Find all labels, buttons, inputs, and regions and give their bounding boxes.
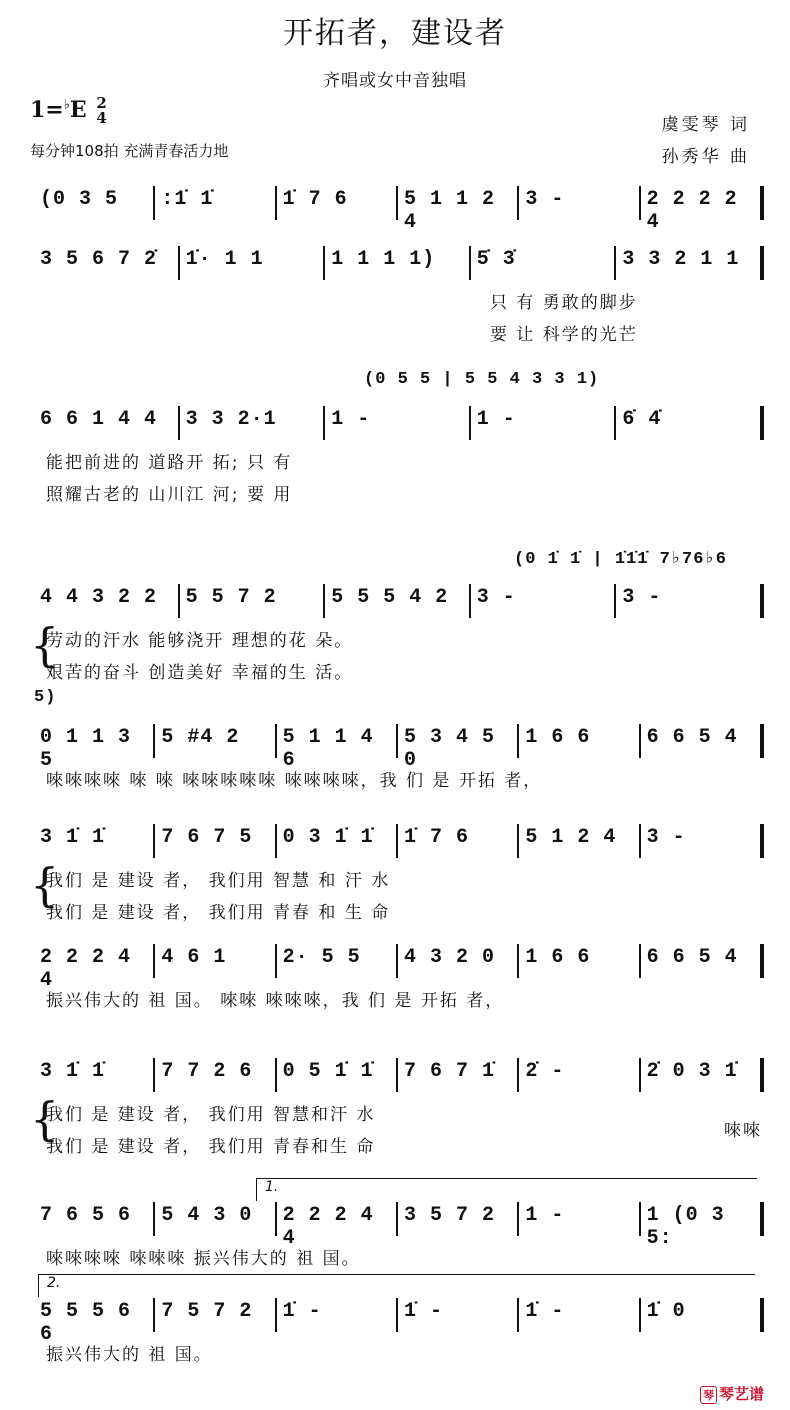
composer-credit: 孙秀华 曲 <box>661 147 750 167</box>
lyric-verse-2: 我们 是 建设 者， 我们用 青春 和 生 命 <box>46 903 391 923</box>
measure-notes: 7 6 7 1̇ <box>404 1060 496 1083</box>
volta-bracket <box>38 1274 755 1297</box>
measure-notes: 3 5 6 7 2̇ <box>40 248 158 271</box>
lyric-verse-1: 只 有 勇敢的脚步 <box>490 293 638 313</box>
bar-line <box>275 824 277 858</box>
measure-notes: 2· 5 5 <box>282 946 361 969</box>
measure-notes: 5 5 7 2 <box>185 586 277 609</box>
bar-line <box>275 724 277 758</box>
bar-line <box>517 1058 519 1092</box>
measure-notes: (0 3 5 <box>40 188 119 211</box>
measure-notes: 1̇ 0 <box>646 1300 686 1323</box>
lyric-verse-1: 劳动的汗水 能够浇开 理想的花 朵。 <box>46 631 354 651</box>
bar-line <box>517 724 519 758</box>
measure-notes: 6 6 1 4 4 <box>40 408 158 431</box>
measure-notes: 0 3 1̇ 1̇ <box>282 826 374 849</box>
measure-notes: 1 - <box>525 1204 565 1227</box>
measure-notes: 5 5 5 6 6 <box>40 1300 132 1346</box>
pickup-notation: 5) <box>34 688 57 707</box>
measure-notes: 1̇· 1 1 <box>185 248 264 271</box>
bar-line <box>153 1058 155 1092</box>
measure-notes: 2̇ - <box>525 1060 565 1083</box>
bar-line <box>517 824 519 858</box>
volta-number: 1. <box>265 1179 279 1195</box>
bar-line <box>517 1298 519 1332</box>
bar-line <box>396 824 398 858</box>
measure-notes: 7 7 2 6 <box>161 1060 253 1083</box>
measure-notes: 3 - <box>622 586 662 609</box>
notation-system <box>34 688 762 791</box>
notation-system <box>30 818 762 923</box>
measure-notes: 1̇ 7 6 <box>282 188 348 211</box>
bar-line <box>614 246 616 280</box>
lyric-verse-1: 唻唻唻唻 唻 唻 唻唻唻唻唻 唻唻唻唻，我 们 是 开拓 者， <box>46 771 543 791</box>
bar-line <box>178 406 180 440</box>
verse-brace: { <box>30 1092 60 1146</box>
notation-system <box>34 370 762 505</box>
lyric-verse-2: 要 让 科学的光芒 <box>490 325 638 345</box>
measure-notes: 1 1 1 1) <box>331 248 436 271</box>
measure-notes: 3 3 2 1 1 <box>622 248 740 271</box>
measure-notes: 7 6 5 6 <box>40 1204 132 1227</box>
bar-line <box>760 406 764 440</box>
measure-notes: 4 4 3 2 2 <box>40 586 158 609</box>
key-signature: 1=♭E 2 4 <box>30 94 107 127</box>
bar-line <box>153 724 155 758</box>
measure-notes: 3 5 7 2 <box>404 1204 496 1227</box>
measure-notes: 2̇ 0 3 1̇ <box>646 1060 738 1083</box>
bar-line <box>396 1298 398 1332</box>
measure-notes: 6̇ 4̇ <box>622 408 662 431</box>
notation-system <box>34 1179 762 1269</box>
page-title: 开拓者，建设者 <box>283 16 507 51</box>
tempo-marking: 每分钟108拍 充满青春活力地 <box>30 142 229 160</box>
bar-line <box>639 1058 641 1092</box>
measure-notes: 3 - <box>646 826 686 849</box>
notation-system <box>34 1275 762 1365</box>
measure-notes: 0 1 1 3 5 <box>40 726 132 772</box>
lyric-verse-1: 能把前进的 道路开 拓; 只 有 <box>46 453 293 473</box>
measure-notes: 2 2 2 4 4 <box>40 946 132 992</box>
pickup-notation: (0 5 5 | 5 5 4 3 3 1) <box>364 370 600 389</box>
lyric-verse-2: 艰苦的奋斗 创造美好 幸福的生 活。 <box>46 663 354 683</box>
measure-notes: 1̇ - <box>525 1300 565 1323</box>
bar-line <box>614 584 616 618</box>
bar-line <box>760 1058 764 1092</box>
bar-line <box>275 944 277 978</box>
volta-bracket <box>256 1178 757 1201</box>
lyricist-credit: 虞雯琴 词 <box>661 115 750 135</box>
bar-line <box>469 406 471 440</box>
bar-line <box>639 186 641 220</box>
verse-brace: { <box>30 618 60 672</box>
bar-line <box>153 944 155 978</box>
measure-notes: 5 4 3 0 <box>161 1204 253 1227</box>
bar-line <box>469 246 471 280</box>
bar-line <box>760 944 764 978</box>
measure-notes: 5 1 1 2 4 <box>404 188 496 234</box>
side-lyric: 唻唻 <box>724 1121 762 1141</box>
bar-line <box>396 186 398 220</box>
bar-line <box>760 724 764 758</box>
measure-notes: 1 - <box>331 408 371 431</box>
notation-system <box>34 180 762 234</box>
notation-system <box>30 550 762 683</box>
measure-notes: 4 6 1 <box>161 946 227 969</box>
measure-notes: 2 2 2 4 4 <box>282 1204 374 1250</box>
bar-line <box>760 186 764 220</box>
bar-line <box>469 584 471 618</box>
bar-line <box>153 1298 155 1332</box>
bar-line <box>760 824 764 858</box>
bar-line <box>760 246 764 280</box>
measure-notes: 0 5 1̇ 1̇ <box>282 1060 374 1083</box>
bar-line <box>153 1202 155 1236</box>
bar-line <box>396 1058 398 1092</box>
subtitle: 齐唱或女中音独唱 <box>323 71 467 91</box>
measure-notes: 5 1 1 4 6 <box>282 726 374 772</box>
measure-notes: 1 - <box>476 408 516 431</box>
bar-line <box>323 584 325 618</box>
bar-line <box>517 944 519 978</box>
measure-notes: 7 6 7 5 <box>161 826 253 849</box>
notation-system <box>34 938 762 1011</box>
bar-line <box>639 724 641 758</box>
measure-notes: 3 3 2·1 <box>185 408 277 431</box>
lyric-verse-2: 我们 是 建设 者， 我们用 青春和生 命 <box>46 1137 376 1157</box>
bar-line <box>396 1202 398 1236</box>
bar-line <box>639 1298 641 1332</box>
lyric-verse-1: 我们 是 建设 者， 我们用 智慧和汗 水 <box>46 1105 376 1125</box>
measure-notes: 1̇ 7 6 <box>404 826 470 849</box>
bar-line <box>760 584 764 618</box>
bar-line <box>275 1298 277 1332</box>
measure-notes: 1 6 6 <box>525 946 591 969</box>
bar-line <box>760 1298 764 1332</box>
notation-system <box>34 240 762 345</box>
measure-notes: :1̇ 1̇ <box>161 188 214 211</box>
bar-line <box>275 1058 277 1092</box>
time-signature: 2 4 <box>96 94 107 127</box>
bar-line <box>323 406 325 440</box>
verse-brace: { <box>30 858 60 912</box>
bar-line <box>275 186 277 220</box>
lyric-verse-1: 振兴伟大的 祖 国。 唻唻 唻唻唻，我 们 是 开拓 者， <box>46 991 505 1011</box>
measure-notes: 5 1 2 4 <box>525 826 617 849</box>
measure-notes: 3 - <box>476 586 516 609</box>
bar-line <box>178 246 180 280</box>
notation-system <box>30 1052 762 1157</box>
measure-notes: 5 5 5 4 2 <box>331 586 449 609</box>
bar-line <box>396 944 398 978</box>
bar-line <box>153 186 155 220</box>
bar-line <box>396 724 398 758</box>
measure-notes: 3 1̇ 1̇ <box>40 1060 106 1083</box>
bar-line <box>639 824 641 858</box>
pickup-notation: (0 1̇ 1̇ | 1̇1̇1̇ 7♭76♭6 <box>514 550 727 569</box>
bar-line <box>323 246 325 280</box>
measure-notes: 1 (0 3 5: <box>646 1204 725 1250</box>
measure-notes: 3 1̇ 1̇ <box>40 826 106 849</box>
bar-line <box>760 1202 764 1236</box>
bar-line <box>517 1202 519 1236</box>
lyric-verse-2: 照耀古老的 山川江 河; 要 用 <box>46 485 293 505</box>
lyric-verse-1: 我们 是 建设 者， 我们用 智慧 和 汗 水 <box>46 871 391 891</box>
bar-line <box>639 944 641 978</box>
measure-notes: 1 6 6 <box>525 726 591 749</box>
measure-notes: 1̇ - <box>282 1300 322 1323</box>
measure-notes: 5 #4 2 <box>161 726 240 749</box>
measure-notes: 7 5 7 2 <box>161 1300 253 1323</box>
volta-number: 2. <box>47 1275 61 1291</box>
bar-line <box>639 1202 641 1236</box>
lyric-verse-1: 唻唻唻唻 唻唻唻 振兴伟大的 祖 国。 <box>46 1249 361 1269</box>
bar-line <box>178 584 180 618</box>
lyric-verse-1: 振兴伟大的 祖 国。 <box>46 1345 213 1365</box>
bar-line <box>517 186 519 220</box>
measure-notes: 4 3 2 0 <box>404 946 496 969</box>
bar-line <box>614 406 616 440</box>
bar-line <box>275 1202 277 1236</box>
bar-line <box>153 824 155 858</box>
measure-notes: 5 3 4 5 0 <box>404 726 496 772</box>
measure-notes: 5̇ 3̇ <box>476 248 516 271</box>
measure-notes: 1̇ - <box>404 1300 444 1323</box>
measure-notes: 3 - <box>525 188 565 211</box>
measure-notes: 2 2 2 2 4 <box>646 188 738 234</box>
watermark: 琴 琴艺谱 <box>700 1383 764 1404</box>
measure-notes: 6 6 5 4 <box>646 946 738 969</box>
measure-notes: 6 6 5 4 <box>646 726 738 749</box>
